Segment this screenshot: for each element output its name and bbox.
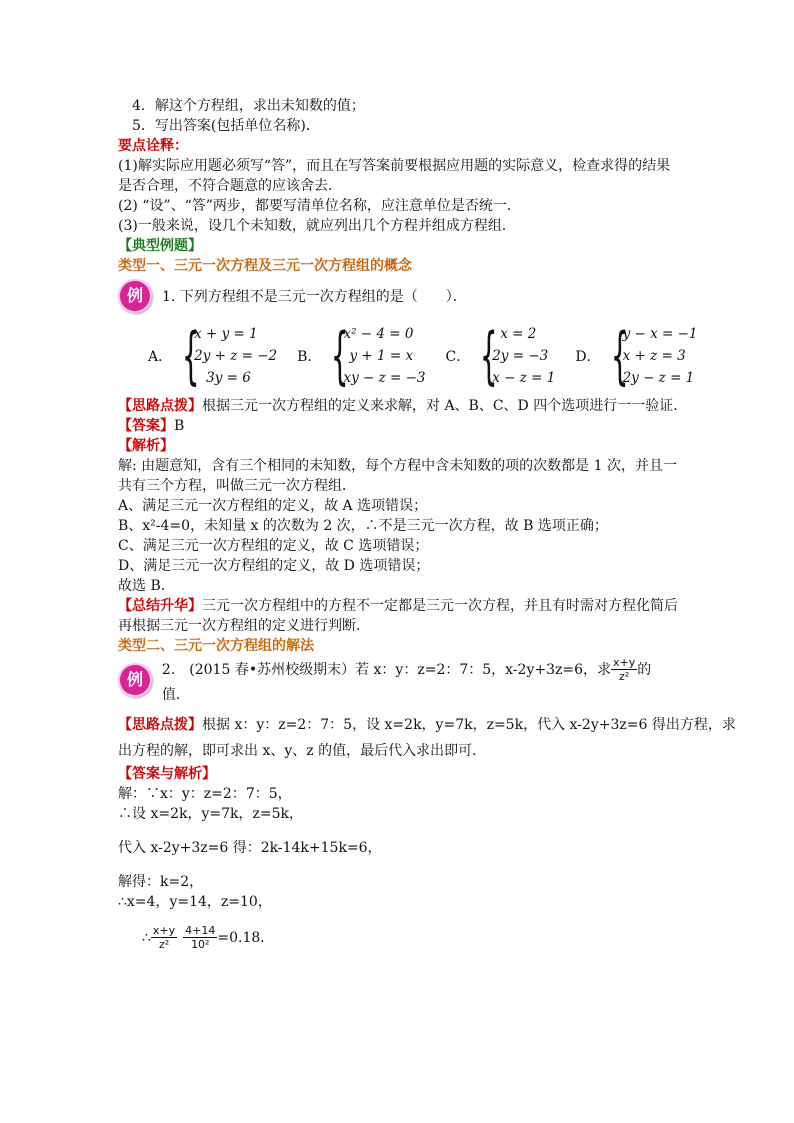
question-prefix: 2. (2015 春•苏州校级期末）若 x：y：z=2：7：5，x-2y+3z=6，求 <box>161 662 612 678</box>
fraction-denominator: z² <box>619 670 630 683</box>
analysis-label: 【解析】 <box>118 438 174 454</box>
final-fraction-1 <box>151 924 177 952</box>
key-point-2: (2) “设”、“答”两步，都要写清单位名称，应注意单位是否统一． <box>118 198 521 214</box>
type1-title: 类型一、三元一次方程及三元一次方程组的概念 <box>118 258 412 274</box>
equation: x + z = 3 <box>622 348 686 364</box>
brace-icon: { <box>480 319 498 392</box>
question-suffix: 的值． <box>161 662 652 703</box>
brace-icon: { <box>181 319 200 392</box>
key-point-1b: 是否合理，不符合题意的应该舍去． <box>118 178 342 194</box>
hint-label: 【思路点拨】 <box>118 717 202 733</box>
equation: y − x = −1 <box>622 326 698 342</box>
key-points-title: 要点诠释： <box>118 138 188 154</box>
option-label: A． <box>148 349 173 365</box>
equation: y + 1 = x <box>349 348 414 364</box>
example1-answer <box>118 416 678 436</box>
hint-label: 【思路点拨】 <box>118 398 202 414</box>
example1-question-row <box>118 276 678 316</box>
analysis-line: D、满足三元一次方程组的定义，故 D 选项错误； <box>118 558 430 574</box>
step-5: 5．写出答案(包括单位名称)． <box>132 118 320 134</box>
option-d <box>575 319 698 392</box>
final-result <box>118 920 678 956</box>
solution-line: ∴x=4，y=14，z=10， <box>118 894 272 910</box>
solution-line: 解：∵x：y：z=2：7：5， <box>118 786 292 802</box>
brace-icon: { <box>331 319 350 392</box>
question-fraction <box>611 656 637 684</box>
example1-hint <box>118 396 688 416</box>
equation: x + y = 1 <box>194 326 258 342</box>
summary-text: 三元一次方程组中的方程不一定都是三元一次方程，并且有时需对方程化简后 <box>202 598 678 614</box>
analysis-line: 故选 B． <box>118 578 175 594</box>
analysis-line: A、满足三元一次方程组的定义，故 A 选项错误； <box>118 498 428 514</box>
equation-system <box>492 323 555 389</box>
analysis-line: 解: 由题意知，含有三个相同的未知数，每个方程中含未知数的项的次数都是 1 次，并且一 <box>118 458 677 474</box>
option-b <box>297 319 426 392</box>
equation: 2y − z = 1 <box>622 370 695 386</box>
equation: 2y = −3 <box>492 348 549 364</box>
examples-header: 【典型例题】 <box>118 238 202 254</box>
equation: x² − 4 = 0 <box>343 326 414 342</box>
option-label: D． <box>575 349 601 365</box>
summary-label: 【总结升华】 <box>118 598 202 614</box>
step-4: 4．解这个方程组，求出未知数的值； <box>132 98 365 114</box>
summary-line <box>118 596 678 616</box>
analysis-line: 共有三个方程，叫做三元一次方程组． <box>118 478 356 494</box>
equation: xy − z = −3 <box>343 370 426 386</box>
equation-system <box>623 323 698 389</box>
hint-text: 根据 x：y：z=2：7：5，设 x=2k，y=7k，z=5k，代入 x-2y+3z=6 得出方程，求 <box>202 717 736 733</box>
solution-line: ∴设 x=2k，y=7k，z=5k， <box>118 806 303 822</box>
example1-question: 1. 下列方程组不是三元一次方程组的是（ ）． <box>162 289 467 305</box>
key-point-1a: (1)解实际应用题必须写“答”，而且在写答案前要根据应用题的实际意义，检查求得的结果 <box>118 158 671 174</box>
equation: x = 2 <box>500 326 537 342</box>
equation: 3y = 6 <box>206 370 251 386</box>
hint-text-cont: 出方程的解，即可求出 x、y、z 的值，最后代入求出即可． <box>118 743 487 759</box>
example2-question <box>162 656 678 704</box>
fraction-denominator: z² <box>158 938 170 951</box>
solution-line: 解得：k=2， <box>118 874 204 890</box>
fraction-numerator: 4+14 <box>185 924 216 937</box>
therefore-symbol: ∴ <box>142 930 151 946</box>
example2-question-row <box>118 656 678 704</box>
answer-text: B <box>174 418 185 434</box>
document-page <box>118 96 736 956</box>
type2-title: 类型二、三元一次方程组的解法 <box>118 638 314 654</box>
equation: x − z = 1 <box>492 370 556 386</box>
answer-analysis-label: 【答案与解析】 <box>118 766 216 782</box>
solution-line: 代入 x-2y+3z=6 得：2k-14k+15k=6， <box>118 840 382 856</box>
brace-icon: { <box>610 319 629 392</box>
fraction-numerator: x+y <box>613 656 636 669</box>
equation-system <box>194 323 277 389</box>
analysis-line: C、满足三元一次方程组的定义，故 C 选项错误； <box>118 538 429 554</box>
example-badge-icon: 例 <box>118 279 152 313</box>
option-label: C． <box>445 349 471 365</box>
example2-hint <box>118 712 736 738</box>
example-badge-icon: 例 <box>118 663 152 697</box>
key-point-3: (3)一般来说，设几个未知数，就应列出几个方程并组成方程组． <box>118 218 516 234</box>
summary-line: 再根据三元一次方程组的定义进行判断． <box>118 618 370 634</box>
fraction-denominator: 10² <box>191 938 210 951</box>
option-label: B． <box>297 349 322 365</box>
answer-label: 【答案】 <box>118 418 174 434</box>
equation-system <box>343 323 425 389</box>
final-fraction-2 <box>183 924 217 952</box>
option-c <box>445 319 556 392</box>
equation: 2y + z = −2 <box>194 348 278 364</box>
hint-text: 根据三元一次方程组的定义来求解，对 A、B、C、D 四个选项进行一一验证． <box>202 398 688 414</box>
option-a <box>148 319 278 392</box>
example1-options <box>148 316 698 396</box>
final-value: =0.18． <box>217 930 275 946</box>
fraction-numerator: x+y <box>152 924 176 937</box>
analysis-line: B、x²-4=0，未知量 x 的次数为 2 次，∴不是三元一次方程，故 B 选项正确； <box>118 518 608 534</box>
